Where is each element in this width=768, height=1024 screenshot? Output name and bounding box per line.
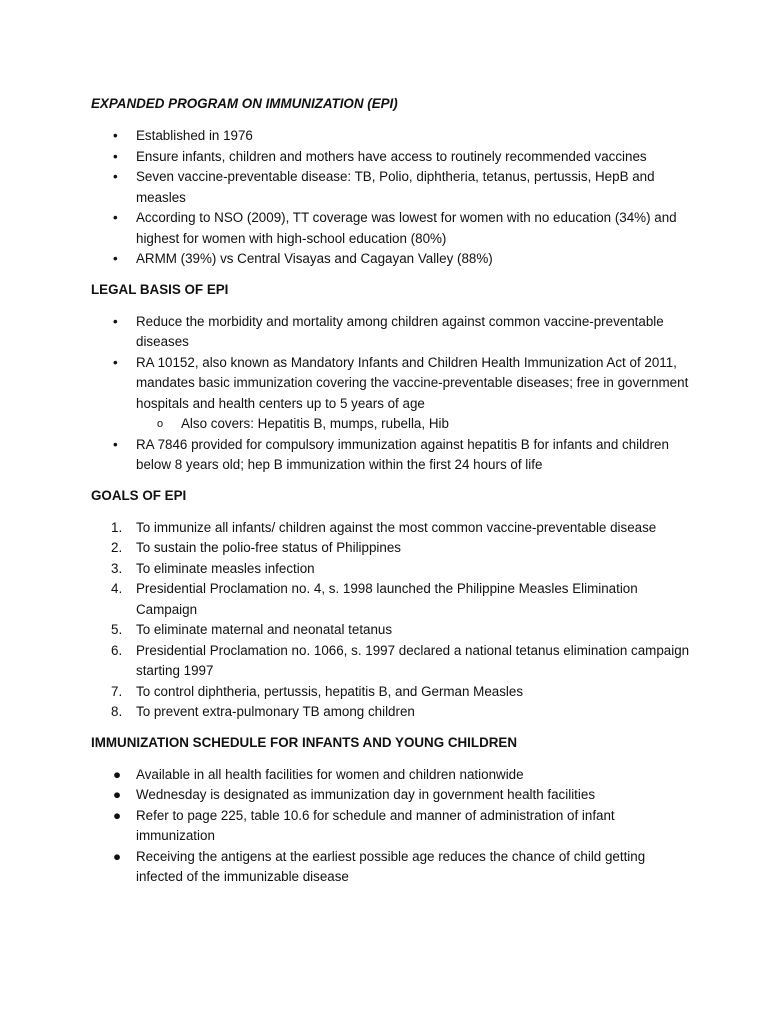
section-immunization-schedule <box>91 733 691 888</box>
number-marker: 3. <box>111 560 123 576</box>
numbered-item <box>91 579 691 620</box>
list-item <box>91 353 691 435</box>
section-heading: EXPANDED PROGRAM ON IMMUNIZATION (EPI) <box>91 96 398 111</box>
bullet-marker: ● <box>113 787 122 802</box>
numbered-item <box>91 518 691 539</box>
list-item <box>91 312 691 353</box>
bullet-marker: • <box>113 148 118 164</box>
list-item <box>91 435 691 476</box>
list-item <box>91 785 691 806</box>
list-item-text: Presidential Proclamation no. 1066, s. 1997 declared a national tetanus elimination campaign starting 1997 <box>136 642 690 678</box>
numbered-list <box>91 518 691 723</box>
bullet-marker: • <box>113 436 118 452</box>
bullet-marker: • <box>113 251 118 266</box>
section-heading: GOALS OF EPI <box>91 487 187 503</box>
list-item <box>91 765 691 786</box>
numbered-item <box>91 702 691 723</box>
bullet-marker: • <box>113 210 118 225</box>
sub-list-item-text: Also covers: Hepatitis B, mumps, rubella, Hib <box>181 416 449 431</box>
list-item-text: RA 7846 provided for compulsory immunization against hepatitis B for infants and children below 8 years old; hep B immunization within the first 24 hours of life <box>136 436 669 472</box>
number-marker: 1. <box>111 519 123 535</box>
list-item-text: Wednesday is designated as immunization day in government health facilities <box>136 787 596 802</box>
bullet-list <box>91 312 691 476</box>
numbered-item <box>91 620 691 641</box>
bullet-marker: • <box>113 128 118 143</box>
list-item-text: RA 10152, also known as Mandatory Infants and Children Health Immunization Act of 2011, mandates basic immunization covering the vaccine-preventable diseases; free in government hospitals and health centers up to 5 years of age <box>136 354 689 411</box>
list-item-text: Reduce the morbidity and mortality among children against common vaccine-preventable diseases <box>136 313 664 349</box>
bullet-marker: • <box>113 313 118 329</box>
section-legal-basis <box>91 280 691 476</box>
number-marker: 5. <box>111 622 123 637</box>
bullet-marker: ● <box>113 766 122 782</box>
list-item-text: ARMM (39%) vs Central Visayas and Cagayan Valley (88%) <box>136 251 493 266</box>
list-item-text: To eliminate measles infection <box>136 560 315 576</box>
list-item <box>91 249 691 270</box>
bullet-marker: ● <box>113 807 122 823</box>
list-item-text: Available in all health facilities for women and children nationwide <box>136 766 524 782</box>
list-item-text: Receiving the antigens at the earliest possible age reduces the chance of child getting infected of the immunizable disease <box>136 848 646 884</box>
list-item-text: Ensure infants, children and mothers have access to routinely recommended vaccines <box>136 148 647 164</box>
section-heading: IMMUNIZATION SCHEDULE FOR INFANTS AND YOUNG CHILDREN <box>91 734 518 750</box>
list-item <box>91 167 691 208</box>
list-item-text: To control diphtheria, pertussis, hepatitis B, and German Measles <box>136 683 524 699</box>
list-item-text: To prevent extra-pulmonary TB among children <box>136 704 415 719</box>
bullet-list <box>91 765 691 888</box>
list-item-text: Refer to page 225, table 10.6 for schedule and manner of administration of infant immunization <box>136 807 615 843</box>
list-item-text: To sustain the polio-free status of Philippines <box>136 540 401 555</box>
numbered-item <box>91 559 691 580</box>
list-item <box>91 147 691 168</box>
numbered-item <box>91 682 691 703</box>
sub-bullet-list <box>136 414 691 435</box>
numbered-item <box>91 538 691 559</box>
list-item-text: Established in 1976 <box>136 128 253 143</box>
list-item <box>91 847 691 888</box>
section-epi-overview <box>91 94 691 270</box>
list-item <box>91 806 691 847</box>
section-goals <box>91 486 691 723</box>
number-marker: 4. <box>111 581 123 596</box>
list-item-text: Seven vaccine-preventable disease: TB, Polio, diphtheria, tetanus, pertussis, HepB and measles <box>136 169 655 205</box>
section-heading: LEGAL BASIS OF EPI <box>91 281 229 297</box>
list-item-text: To immunize all infants/ children against the most common vaccine-preventable disease <box>136 519 657 535</box>
number-marker: 2. <box>111 540 123 555</box>
number-marker: 6. <box>111 642 123 658</box>
number-marker: 8. <box>111 704 123 719</box>
list-item <box>91 208 691 249</box>
document-content <box>91 94 691 898</box>
list-item-text: To eliminate maternal and neonatal tetanus <box>136 622 393 637</box>
bullet-list <box>91 126 691 270</box>
circle-bullet-icon: o <box>157 418 164 430</box>
bullet-marker: ● <box>113 848 122 864</box>
bullet-marker: • <box>113 354 118 370</box>
number-marker: 7. <box>111 683 123 699</box>
list-item-text: According to NSO (2009), TT coverage was lowest for women with no education (34%) and highest for women with high-school education (80%) <box>136 210 677 246</box>
numbered-item <box>91 641 691 682</box>
list-item-text: Presidential Proclamation no. 4, s. 1998 launched the Philippine Measles Elimination Campaign <box>136 581 638 617</box>
bullet-marker: • <box>113 169 118 184</box>
sub-list-item <box>91 414 691 435</box>
list-item <box>91 126 691 147</box>
